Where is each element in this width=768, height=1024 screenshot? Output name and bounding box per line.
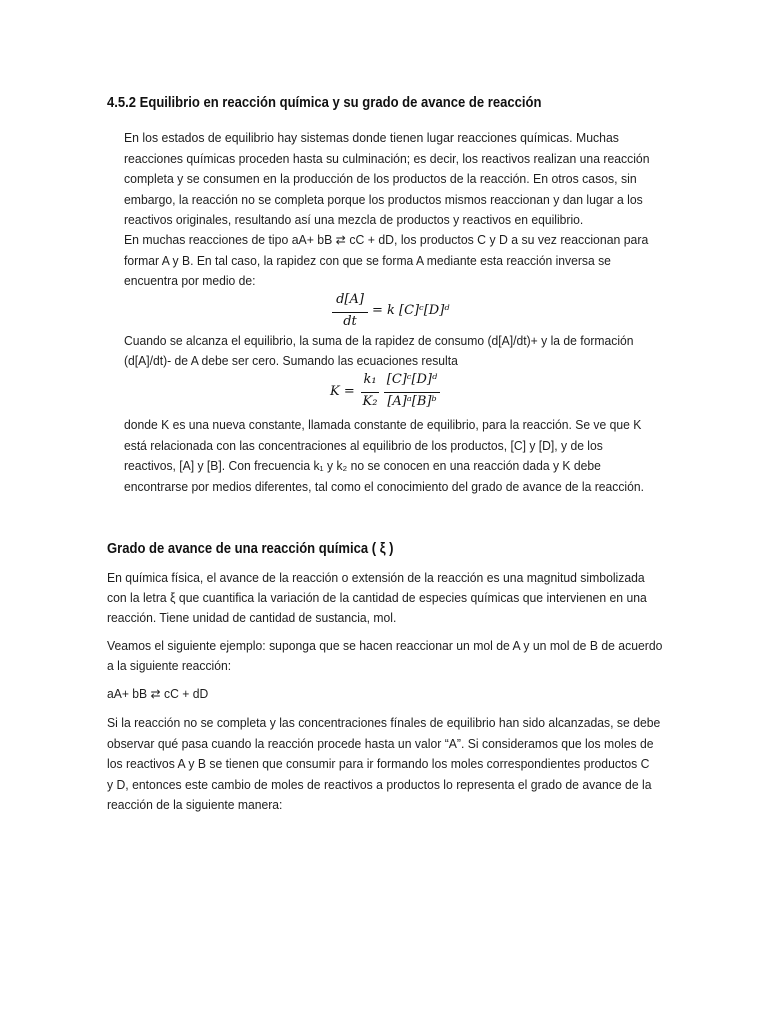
text-line: encontrarse por medios diferentes, tal como el conocimiento del grado de avance de la reacción. (124, 479, 644, 494)
section-heading-grado-de-avance: Grado de avance de una reacción química ( ξ ) (107, 541, 394, 557)
text-line: reacción de la siguiente manera: (107, 797, 283, 812)
fraction-bar (332, 312, 368, 313)
text-line: (d[A]/dt)- de A debe ser cero. Sumando las ecuaciones resulta (124, 353, 458, 368)
text-line: reacciones químicas proceden hasta su culminación; es decir, los reactivos realizan una reacción (124, 151, 650, 166)
equation-rhs: = k [C]ᶜ[D]ᵈ (372, 303, 450, 318)
k2-denominator: K₂ (362, 394, 378, 409)
reaction-equation: aA+ bB ⇄ cC + dD (107, 686, 209, 701)
text-line: y D, entonces este cambio de moles de reactivos a productos lo representa el grado de avance de la (107, 777, 652, 792)
concentration-numerator: [C]ᶜ[D]ᵈ (386, 372, 438, 387)
text-line: observar qué pasa cuando la reacción procede hasta un valor “A”. Si consideramos que los moles de (107, 736, 654, 751)
text-line: Cuando se alcanza el equilibrio, la suma de la rapidez de consumo (d[A]/dt)+ y la de formación (124, 333, 634, 348)
equation-denominator: dt (343, 314, 357, 329)
text-line: En muchas reacciones de tipo aA+ bB ⇄ cC + dD, los productos C y D a su vez reaccionan para (124, 232, 649, 247)
section-heading-equilibrio: 4.5.2 Equilibrio en reacción química y su grado de avance de reacción (107, 95, 542, 111)
equation-lhs: K = (330, 384, 355, 399)
text-line: a la siguiente reacción: (107, 658, 232, 673)
fraction-bar (361, 392, 379, 393)
text-line: reactivos, [A] y [B]. Con frecuencia k₁ y k₂ no se conocen en una reacción dada y K debe (124, 458, 601, 473)
concentration-denominator: [A]ᵃ[B]ᵇ (387, 394, 437, 409)
text-line: reactivos originales, resultando así una mezcla de productos y reactivos en equilibrio. (124, 212, 584, 227)
text-line: donde K es una nueva constante, llamada constante de equilibrio, para la reacción. Se ve que K (124, 417, 642, 432)
text-line: completa y se consumen en la producción de los productos de la reacción. En otros casos, sin (124, 171, 637, 186)
text-line: con la letra ξ que cuantifica la variación de la cantidad de especies químicas que intervienen en una (107, 590, 647, 605)
text-line: está relacionada con las concentraciones al equilibrio de los productos, [C] y [D], y de los (124, 438, 603, 453)
text-line: formar A y B. En tal caso, la rapidez con que se forma A mediante esta reacción inversa se (124, 253, 611, 268)
fraction-bar (384, 392, 440, 393)
k1-numerator: k₁ (363, 372, 377, 387)
text-line: Si la reacción no se completa y las concentraciones fínales de equilibrio han sido alcanzadas, se debe (107, 715, 661, 730)
text-line: los reactivos A y B se tienen que consumir para ir formando los moles correspondientes productos C (107, 756, 650, 771)
text-line: reacción. Tiene unidad de cantidad de sustancia, mol. (107, 610, 397, 625)
text-line: Veamos el siguiente ejemplo: suponga que se hacen reaccionar un mol de A y un mol de B de acuerdo (107, 638, 663, 653)
text-line: En química física, el avance de la reacción o extensión de la reacción es una magnitud simbolizada (107, 570, 645, 585)
text-line: En los estados de equilibrio hay sistemas donde tienen lugar reacciones químicas. Muchas (124, 130, 619, 145)
text-line: encuentra por medio de: (124, 273, 256, 288)
text-line: embargo, la reacción no se completa porque los productos mismos reaccionan y dan lugar a los (124, 192, 643, 207)
equation-numerator: d[A] (336, 292, 364, 307)
